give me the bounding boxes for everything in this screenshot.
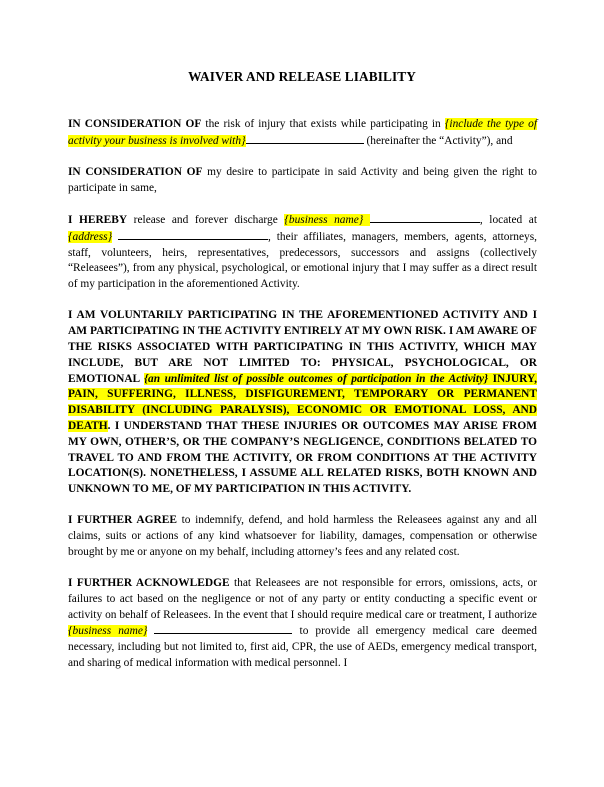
paragraph-text: release and forever discharge <box>127 213 285 226</box>
blank-line <box>118 229 268 240</box>
placeholder-business-name: {business name} <box>284 213 364 226</box>
paragraph-text: (hereinafter the “Activity”), and <box>363 134 513 147</box>
paragraph-text: that Releasees are not responsible for errors, omissions, acts, or failures to act based on the negligence or not of any party or entity conducting a specific event or activity on behalf of Releasees. In the event that I should require medical care or treatment, I authorize <box>68 577 537 621</box>
placeholder-business-name: {business name} <box>68 625 148 638</box>
paragraph-consideration-risk <box>68 117 537 150</box>
paragraph-lead: IN CONSIDERATION OF <box>68 118 202 130</box>
paragraph-text: to indemnify, defend, and hold harmless the Releasees against any and all claims, suits or actions of any kind whatsoever for liability, damages, compensation or otherwise brought by me or anyone on my behalf, including attorney’s fees and any related cost. <box>68 514 537 558</box>
paragraph-voluntary-participation <box>68 308 537 498</box>
paragraph-further-agree <box>68 513 537 560</box>
highlighted-outcomes: INJURY, PAIN, SUFFERING, ILLNESS, DISFIGUREMENT, TEMPORARY OR PERMANENT DISABILITY (INCLUDING PARALYSIS), ECONOMIC OR EMOTIONAL LOSS, AND DEATH <box>68 372 537 432</box>
paragraph-further-acknowledge <box>68 576 537 672</box>
blank-line <box>370 212 480 223</box>
blank-line <box>154 623 292 634</box>
placeholder-activity-type: {include the type of activity your business is involved with} <box>68 118 538 147</box>
paragraph-text: to provide all emergency medical care deemed necessary, including but not limited to, first aid, CPR, the use of AEDs, emergency medical transport, and sharing of medical information with medical personnel. I <box>68 625 537 670</box>
placeholder-outcomes-list: {an unlimited list of possible outcomes of participation in the Activity} <box>144 372 489 385</box>
paragraph-lead: I FURTHER ACKNOWLEDGE <box>68 577 230 590</box>
blank-line <box>246 133 364 144</box>
paragraph-text: , located at <box>479 213 537 226</box>
paragraph-text: . I UNDERSTAND THAT THESE INJURIES OR OUTCOMES MAY ARISE FROM MY OWN, OTHER’S, OR THE COMPANY’S NEGLIGENCE, CONDITIONS BELATED TO TRAVEL TO AND FROM THE ACTIVITY, OR FROM CONDITIONS AT THE ACTIVITY LOCATION(S). NONETHELESS, I ASSUME ALL RELATED RISKS, BOTH KNOWN AND UNKNOWN TO ME, OF MY PARTICIPATION IN THIS ACTIVITY. <box>68 419 537 496</box>
paragraph-lead: I FURTHER AGREE <box>68 514 177 527</box>
document-title: WAIVER AND RELEASE LIABILITY <box>188 69 416 84</box>
paragraph-release <box>68 212 537 293</box>
paragraph-text: the risk of injury that exists while participating in <box>201 118 445 130</box>
placeholder-address: {address} <box>68 230 113 243</box>
paragraph-text: , their affiliates, managers, members, agents, attorneys, staff, volunteers, heirs, representatives, predecessors, successors and assigns (collectively “Releasees”), from any physical, psychological, or emotional injury that I may suffer as a direct result of my participation in the aforementioned Activity. <box>68 230 537 291</box>
paragraph-lead: I HEREBY <box>68 213 128 226</box>
paragraph-consideration-desire <box>68 165 537 197</box>
paragraph-text: I AM VOLUNTARILY PARTICIPATING IN THE AFOREMENTIONED ACTIVITY AND I AM PARTICIPATING IN THE ACTIVITY ENTIRELY AT MY OWN RISK. I AM AWARE OF THE RISKS ASSOCIATED WITH PARTICIPATING IN THIS ACTIVITY, WHICH MAY INCLUDE, BUT ARE NOT LIMITED TO: PHYSICAL, PSYCHOLOGICAL, OR EMOTIONAL <box>68 309 537 385</box>
document-body <box>68 117 537 687</box>
paragraph-lead: IN CONSIDERATION OF <box>68 165 203 178</box>
paragraph-text: my desire to participate in said Activity and being given the right to participate in same, <box>68 165 537 194</box>
